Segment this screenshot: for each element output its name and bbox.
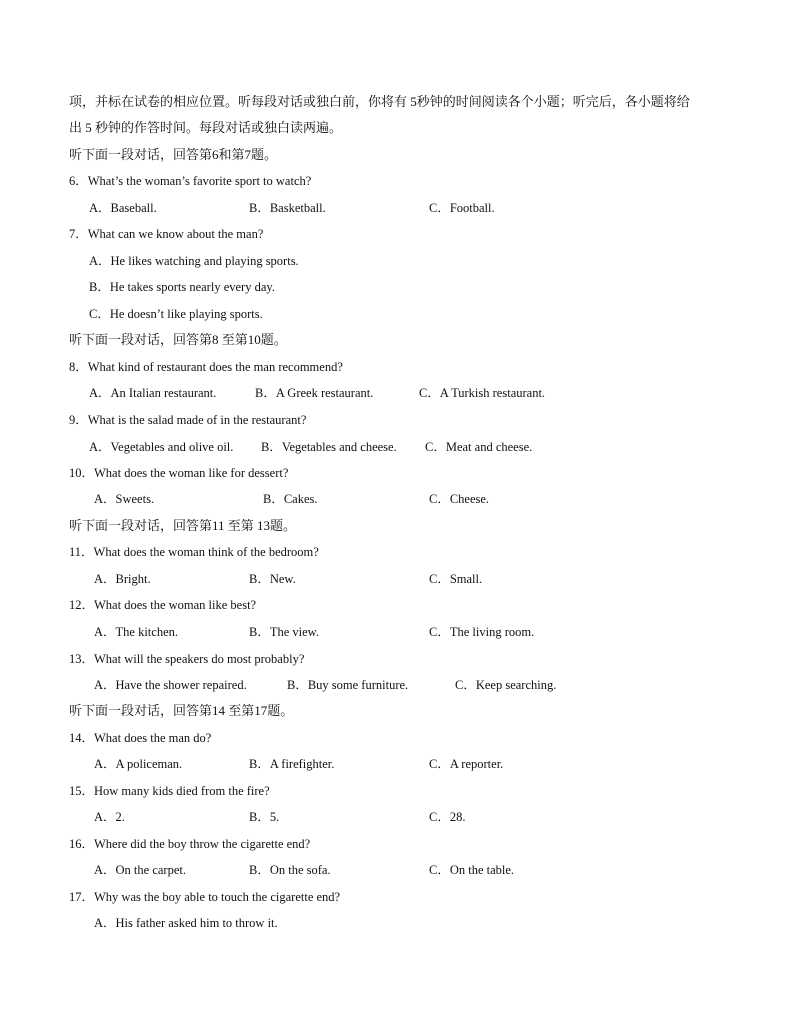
question-stem: 15．How many kids died from the fire?	[69, 784, 270, 798]
question-stem: 14．What does the man do?	[69, 731, 212, 745]
option-b: B．The view.	[249, 625, 320, 639]
section-header: 听下面一段对话，回答第14 至第17题。	[69, 703, 294, 718]
option-a: A．A policeman.	[94, 757, 183, 771]
question-stem: 7．What can we know about the man?	[69, 227, 264, 241]
option-a: A．His father asked him to throw it.	[94, 916, 278, 930]
option-a: A．Sweets.	[94, 492, 155, 506]
option-c: C．Keep searching.	[455, 678, 557, 692]
question-stem: 9．What is the salad made of in the restaurant?	[69, 413, 307, 427]
option-c: C．Cheese.	[429, 492, 490, 506]
option-c: C．Small.	[429, 572, 483, 586]
option-a: A．2.	[94, 810, 125, 824]
option-a: A．He likes watching and playing sports.	[89, 254, 299, 268]
question-stem: 6．What’s the woman’s favorite sport to watch?	[69, 174, 312, 188]
option-c: C．The living room.	[429, 625, 535, 639]
option-b: B．Vegetables and cheese.	[261, 440, 397, 454]
option-b: B．On the sofa.	[249, 863, 331, 877]
option-c: C．On the table.	[429, 863, 515, 877]
option-c: C．Football.	[429, 201, 495, 215]
option-c: C．A Turkish restaurant.	[419, 386, 546, 400]
option-c: C．He doesn’t like playing sports.	[89, 307, 263, 321]
question-stem: 16．Where did the boy throw the cigarette end?	[69, 837, 311, 851]
option-a: A．Baseball.	[89, 201, 157, 215]
option-a: A．The kitchen.	[94, 625, 179, 639]
section-header: 听下面一段对话，回答第11 至第 13题。	[69, 518, 297, 533]
section-header: 听下面一段对话，回答第8 至第10题。	[69, 332, 287, 347]
question-stem: 12．What does the woman like best?	[69, 598, 257, 612]
option-b: B．A Greek restaurant.	[255, 386, 374, 400]
option-c: C．28.	[429, 810, 466, 824]
question-stem: 8．What kind of restaurant does the man recommend?	[69, 360, 343, 374]
option-b: B．Cakes.	[263, 492, 318, 506]
option-a: A．Bright.	[94, 572, 151, 586]
option-a: A．Vegetables and olive oil.	[89, 440, 234, 454]
option-a: A．An Italian restaurant.	[89, 386, 217, 400]
option-c: C．Meat and cheese.	[425, 440, 533, 454]
question-stem: 17．Why was the boy able to touch the cigarette end?	[69, 890, 341, 904]
option-a: A．Have the shower repaired.	[94, 678, 247, 692]
option-c: C．A reporter.	[429, 757, 504, 771]
question-stem: 13．What will the speakers do most probably?	[69, 652, 305, 666]
intro-line: 项，并标在试卷的相应位置。听每段对话或独白前，你将有 5秒钟的时间阅读各个小题；听完后，各小题将给	[69, 94, 690, 109]
section-header: 听下面一段对话，回答第6和第7题。	[69, 147, 278, 162]
option-a: A．On the carpet.	[94, 863, 186, 877]
option-b: B．A firefighter.	[249, 757, 335, 771]
option-b: B．5.	[249, 810, 280, 824]
question-stem: 10．What does the woman like for dessert?	[69, 466, 289, 480]
option-b: B．Basketball.	[249, 201, 326, 215]
question-stem: 11．What does the woman think of the bedroom?	[69, 545, 319, 559]
option-b: B．He takes sports nearly every day.	[89, 280, 275, 294]
option-b: B．New.	[249, 572, 296, 586]
option-b: B．Buy some furniture.	[287, 678, 409, 692]
intro-line: 出 5 秒钟的作答时间。每段对话或独白读两遍。	[69, 120, 343, 135]
